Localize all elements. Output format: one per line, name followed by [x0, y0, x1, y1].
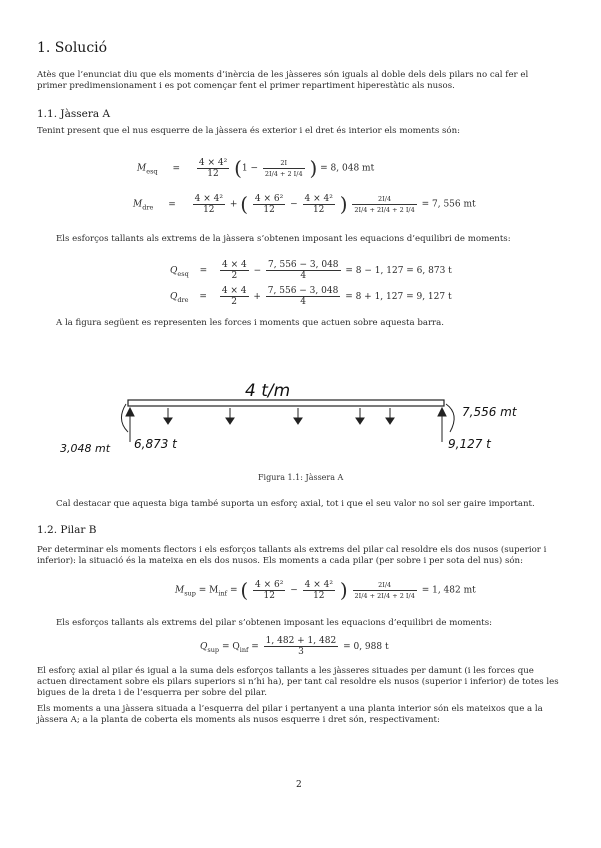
load-arrows — [164, 408, 394, 424]
equation-m-dre: $M_{dre}$ = $\frac{\text{4 × 4²}}{12}$ + ( $\frac{\text{4 × 6²}}{12}$ − $\frac{\text{4 × 4²}}{12}$ ) $\frac{2I/4}{2I/4 + 2I/4 + 2 I/4}$ = 7, 556 mt — [133, 192, 476, 216]
beam-figure — [30, 370, 530, 470]
section-b-text2: Els esforços tallants als extrems del pilar s’obtenen imposant les equacions d’equilibri de moments: — [56, 618, 493, 628]
right-reaction-arrow — [438, 408, 446, 442]
equation-m-sup: $M_{sup} = M_{inf}$ = ( $\frac{\text{4 × 6²}}{12}$ − $\frac{\text{4 × 4²}}{12}$ ) $\frac{2I/4}{2I/4 + 2I/4 + 2 I/4}$ = 1, 482 mt — [175, 578, 476, 602]
section-a-text2: Els esforços tallants als extrems de la jàssera s’obtenen imposant les equacions d’equilibri de moments: — [56, 234, 511, 244]
right-shear-label: 9,127 t — [448, 437, 491, 451]
section-b-text: Per determinar els moments flectors i els esforços tallants als extrems del pilar cal resoldre els dos nusos (superior i inferior): la situació és la mateixa en els dos nusos. Els moments a cada pilar (per sobre i per sota del nus) són: — [37, 545, 547, 566]
section-b-text3: El esforç axial al pilar és igual a la suma dels esforços tallants a les jàsseres situades per damunt (i les forces que actuen directament sobre els pilars superiors si n’hi ha), per tant cal resoldre els nusos (superior i inferior) de totes les bigues de la dreta i de l’esquerra per sobre del pilar. — [37, 666, 559, 698]
figure-caption: Figura 1.1: Jàssera A — [258, 473, 344, 482]
equation-q-dre: $Q_{dre}$ = $\frac{4 \times 4}{2}$ + $\frac{7, 556 - 3, 048}{4}$ = 8 + 1, 127 = 9, 127 t — [170, 286, 452, 307]
section-a-text3: A la figura següent es representen les forces i moments que actuen sobre aquesta barra. — [56, 318, 445, 328]
equation-q-esq: $Q_{esq}$ = $\frac{4 \times 4}{2}$ − $\frac{7, 556 - 3, 048}{4}$ = 8 − 1, 127 = 6, 873 t — [170, 260, 452, 281]
page-number: 2 — [296, 780, 302, 790]
right-moment-arc — [446, 404, 454, 432]
right-moment-label: 7,556 mt — [462, 405, 517, 419]
load-label: 4 t/m — [245, 381, 291, 401]
equation-m-esq: $M_{esq}$ = $\frac{\text{4 × 4²}}{12}$ (1 − $\frac{2I}{2I/4 + 2 I/4}$ ) = 8, 048 mt — [137, 156, 375, 180]
equation-q-sup: $Q_{sup} = Q_{inf}$ = $\frac{1, 482 + 1, 482}{3}$ = 0, 988 t — [200, 636, 389, 657]
intro-paragraph: Atès que l’enunciat diu que els moments d’inèrcia de les jàsseres són iguals al doble dels dels pilars no cal fer el primer predimensionament i es pot començar fent el primer repartiment hiperestàtic als nusos. — [37, 70, 529, 91]
subsection-title-b: 1.2. Pilar B — [37, 524, 97, 536]
section-a-text4: Cal destacar que aquesta biga també suporta un esforç axial, tot i que el seu valor no sol ser gaire important. — [56, 499, 535, 509]
subsection-title-a: 1.1. Jàssera A — [37, 108, 111, 120]
left-moment-arc — [121, 404, 128, 432]
left-moment-label: 3,048 mt — [60, 442, 111, 455]
section-heading: 1. Solució — [37, 40, 108, 56]
section-b-text4: Els moments a una jàssera situada a l’esquerra del pilar i pertanyent a una planta interior són els mateixos que a la jàssera A; a la planta de coberta els moments als nusos esquerre i dret són, respectivament: — [37, 704, 543, 725]
left-reaction-arrow — [126, 408, 134, 442]
section-a-text: Tenint present que el nus esquerre de la jàssera és exterior i el dret és interior els moments són: — [37, 126, 461, 136]
left-shear-label: 6,873 t — [134, 437, 177, 451]
